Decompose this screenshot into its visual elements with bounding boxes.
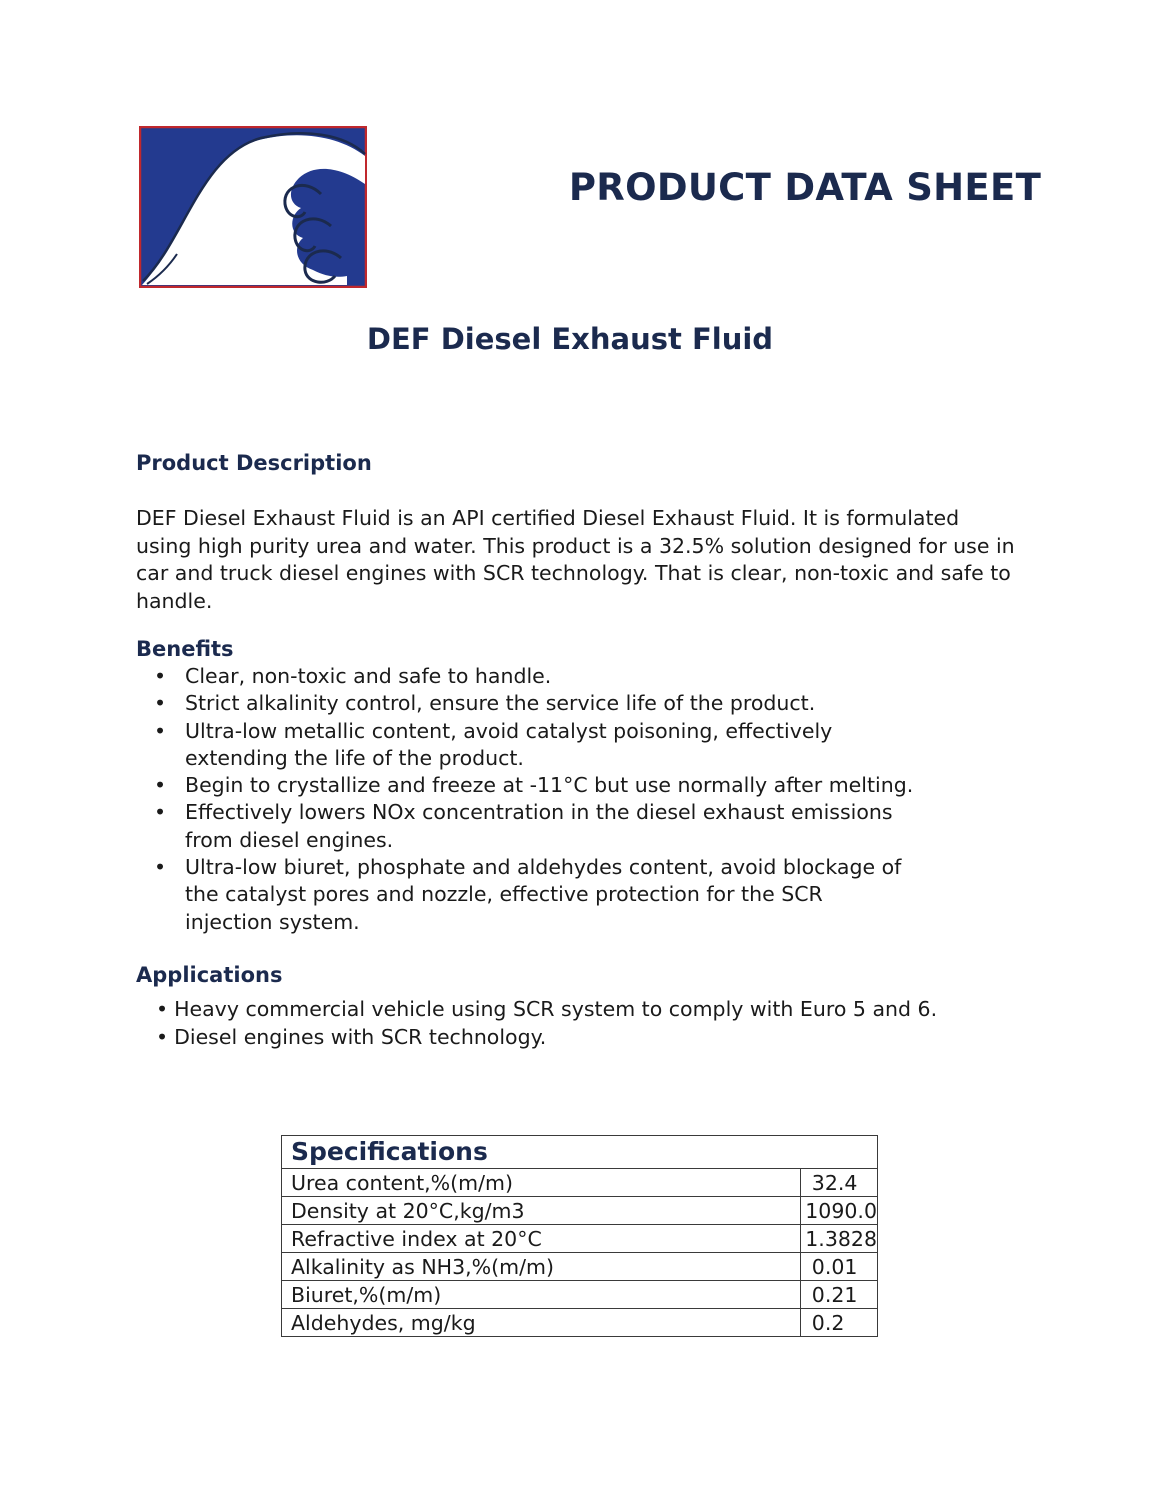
- list-item: [136, 799, 936, 854]
- list-item-text: Strict alkalinity control, ensure the service life of the product.: [185, 691, 816, 716]
- list-item-text: injection system.: [185, 909, 360, 934]
- list-item-text: Ultra-low biuret, phosphate and aldehydes content, avoid blockage of: [185, 855, 902, 880]
- table-header-row: [282, 1136, 878, 1169]
- description-heading: Product Description: [136, 451, 372, 475]
- bullet-icon: •: [156, 1024, 169, 1049]
- table-row: [282, 1197, 878, 1225]
- spec-label: Urea content,%(m/m): [282, 1169, 801, 1197]
- description-line: handle.: [136, 588, 213, 613]
- list-item-text: Effectively lowers NOx concentration in the diesel exhaust emissions: [185, 800, 893, 825]
- spec-label: Density at 20°C,kg/m3: [282, 1197, 801, 1225]
- sheet-title: PRODUCT DATA SHEET: [568, 166, 1042, 209]
- table-row: [282, 1281, 878, 1309]
- bullet-icon: •: [154, 855, 167, 880]
- list-item: [136, 690, 936, 717]
- product-title: DEF Diesel Exhaust Fluid: [366, 322, 774, 356]
- spec-value: 0.01: [801, 1253, 878, 1281]
- list-item-text: Heavy commercial vehicle using SCR system to comply with Euro 5 and 6.: [174, 997, 938, 1021]
- list-item-text: extending the life of the product.: [185, 745, 524, 770]
- description-paragraph: [136, 505, 1016, 615]
- benefits-heading: Benefits: [136, 637, 234, 661]
- bullet-icon: •: [154, 773, 167, 798]
- bullet-icon: •: [154, 718, 167, 743]
- specifications-heading: Specifications: [282, 1136, 878, 1169]
- table-row: [282, 1225, 878, 1253]
- description-line: using high purity urea and water. This product is a 32.5% solution designed for use in: [136, 533, 1015, 558]
- spec-label: Aldehydes, mg/kg: [282, 1309, 801, 1337]
- bullet-icon: •: [154, 800, 167, 825]
- list-item: [156, 996, 1006, 1024]
- list-item-text: Begin to crystallize and freeze at -11°C but use normally after melting.: [185, 773, 914, 798]
- list-item-text: Clear, non-toxic and safe to handle.: [185, 664, 552, 688]
- benefits-list: [136, 663, 936, 936]
- spec-label: Biuret,%(m/m): [282, 1281, 801, 1309]
- bullet-icon: •: [154, 691, 167, 716]
- table-row: [282, 1253, 878, 1281]
- description-line: DEF Diesel Exhaust Fluid is an API certified Diesel Exhaust Fluid. It is formulated: [136, 506, 960, 530]
- list-item-text: Ultra-low metallic content, avoid catalyst poisoning, effectively: [185, 718, 833, 743]
- list-item: [136, 718, 936, 773]
- table-row: [282, 1169, 878, 1197]
- table-row: [282, 1309, 878, 1337]
- bullet-icon: •: [154, 664, 167, 688]
- spec-value: 0.2: [801, 1309, 878, 1337]
- applications-heading: Applications: [136, 963, 283, 987]
- spec-value: 0.21: [801, 1281, 878, 1309]
- description-line: car and truck diesel engines with SCR technology. That is clear, non-toxic and safe to: [136, 561, 1011, 585]
- applications-list: [156, 996, 1006, 1051]
- list-item: [136, 772, 936, 799]
- list-item-text: Diesel engines with SCR technology.: [174, 1024, 547, 1049]
- list-item: [136, 854, 936, 936]
- bullet-icon: •: [156, 997, 169, 1021]
- spec-label: Refractive index at 20°C: [282, 1225, 801, 1253]
- list-item: [156, 1024, 1006, 1052]
- spec-value: 1090.0: [801, 1197, 878, 1225]
- list-item: [136, 663, 936, 690]
- spec-value: 1.3828: [801, 1225, 878, 1253]
- wave-logo-icon: [139, 126, 367, 288]
- list-item-text: from diesel engines.: [185, 827, 394, 852]
- list-item-text: the catalyst pores and nozzle, effective protection for the SCR: [185, 882, 823, 907]
- spec-label: Alkalinity as NH3,%(m/m): [282, 1253, 801, 1281]
- specifications-table: [281, 1135, 878, 1337]
- spec-value: 32.4: [801, 1169, 878, 1197]
